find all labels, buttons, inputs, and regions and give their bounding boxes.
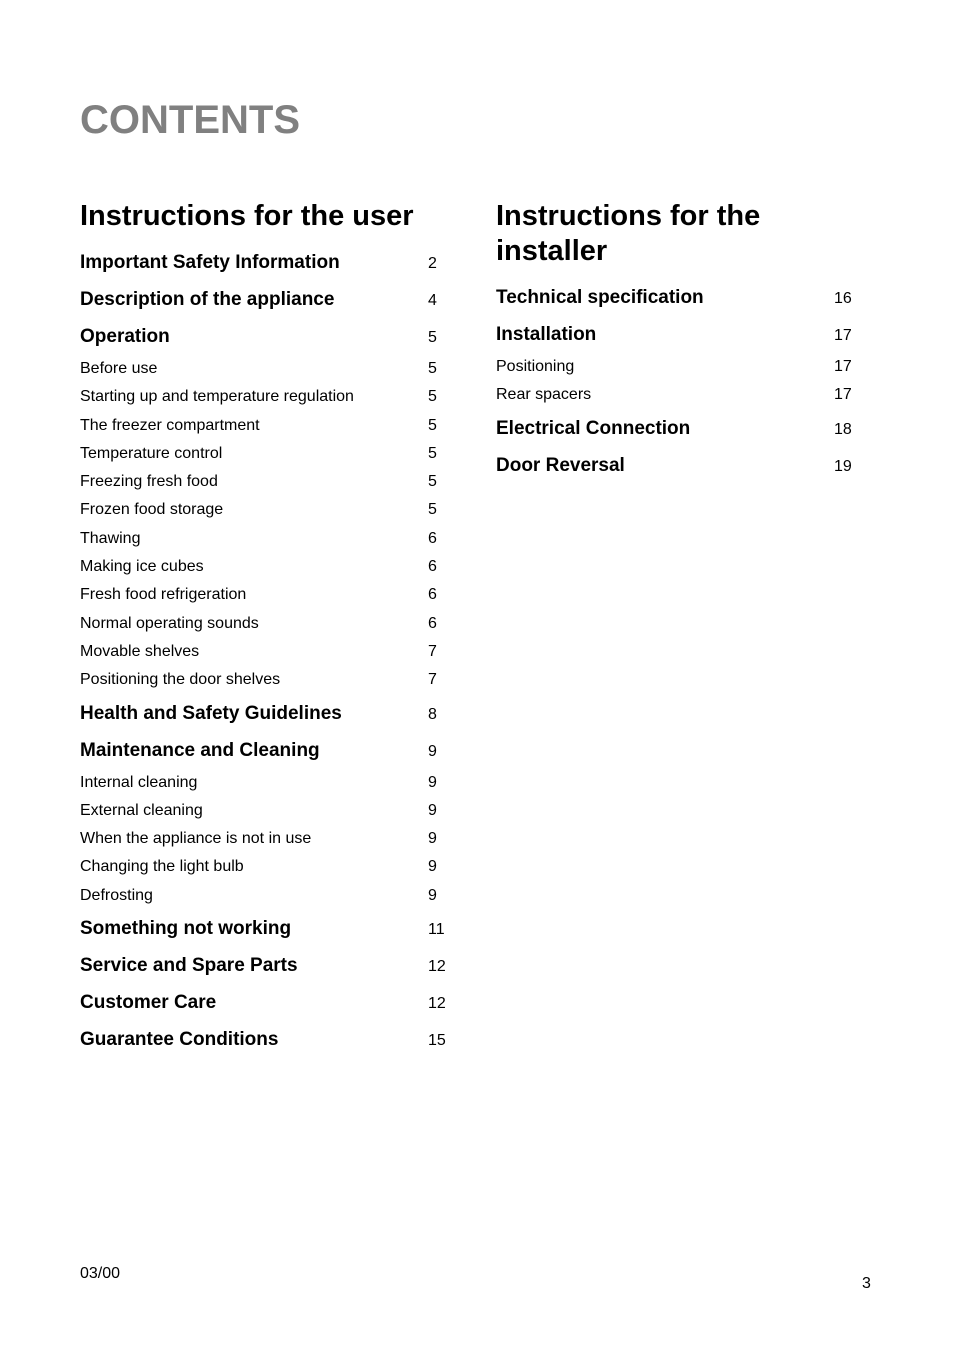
toc-entry	[80, 984, 450, 1021]
toc-entry	[80, 525, 450, 553]
toc-entry-title: External cleaning	[80, 801, 203, 819]
toc-entry-page-number: 9	[428, 773, 437, 791]
user-section-heading: Instructions for the user	[80, 200, 414, 232]
toc-entry-page-number: 2	[428, 255, 437, 272]
toc-entry	[80, 947, 450, 984]
toc-entry-page-number: 5	[428, 388, 437, 406]
toc-entry	[80, 910, 450, 947]
user-toc-list	[80, 244, 450, 1058]
toc-entry	[496, 279, 866, 316]
toc-entry-title: Something not working	[80, 918, 292, 940]
toc-entry-title: Positioning	[496, 358, 575, 375]
toc-entry-title: When the appliance is not in use	[80, 830, 312, 848]
toc-entry-title: Guarantee Conditions	[80, 1029, 279, 1051]
toc-entry-page-number: 15	[428, 1032, 446, 1050]
toc-entry-page-number: 5	[428, 416, 437, 434]
toc-entry-title: Customer Care	[80, 992, 217, 1014]
toc-entry	[80, 797, 450, 825]
toc-entry-page-number: 7	[428, 642, 437, 660]
toc-entry-title: Health and Safety Guidelines	[80, 702, 342, 724]
footer-date: 03/00	[80, 1265, 121, 1282]
toc-entry-title: Electrical Connection	[496, 417, 691, 439]
toc-entry	[496, 353, 866, 381]
toc-entry-page-number: 12	[428, 995, 446, 1013]
toc-entry	[80, 468, 450, 496]
toc-entry	[496, 381, 866, 409]
toc-entry	[80, 355, 450, 383]
toc-entry	[80, 244, 450, 281]
toc-entry	[80, 553, 450, 581]
toc-entry-title: The freezer compartment	[80, 416, 260, 434]
toc-entry-page-number: 5	[428, 360, 437, 377]
toc-entry-page-number: 5	[428, 473, 437, 491]
toc-entry	[80, 496, 450, 524]
installer-section-heading: Instructions for the installer	[496, 200, 761, 267]
toc-entry	[80, 638, 450, 666]
toc-entry	[80, 695, 450, 732]
toc-entry-title: Operation	[80, 326, 170, 347]
toc-entry-page-number: 17	[834, 358, 852, 375]
toc-entry-title: Door Reversal	[496, 454, 625, 476]
toc-entry	[80, 318, 450, 355]
toc-entry-title: Normal operating sounds	[80, 614, 259, 632]
toc-entry-page-number: 5	[428, 444, 437, 462]
toc-entry-title: Defrosting	[80, 886, 153, 904]
toc-entry-page-number: 9	[428, 742, 437, 760]
toc-entry	[496, 410, 866, 447]
toc-entry-page-number: 17	[834, 386, 852, 404]
toc-entry	[80, 853, 450, 881]
toc-entry-page-number: 9	[428, 801, 437, 819]
toc-entry	[80, 1021, 450, 1058]
toc-entry-page-number: 7	[428, 671, 437, 689]
toc-entry-title: Thawing	[80, 529, 141, 547]
toc-entry-page-number: 9	[428, 886, 437, 904]
toc-entry	[80, 666, 450, 694]
toc-entry-page-number: 5	[428, 329, 437, 346]
toc-entry-title: Frozen food storage	[80, 501, 224, 519]
toc-entry-title: Installation	[496, 324, 597, 345]
toc-entry-page-number: 9	[428, 858, 437, 876]
toc-entry-title: Making ice cubes	[80, 558, 204, 576]
toc-entry-title: Temperature control	[80, 444, 223, 462]
toc-entry-title: Starting up and temperature regulation	[80, 388, 354, 406]
toc-entry-page-number: 11	[428, 921, 445, 939]
toc-entry-page-number: 8	[428, 705, 437, 723]
toc-entry-title: Before use	[80, 360, 158, 377]
toc-entry-page-number: 5	[428, 501, 437, 519]
toc-entry	[80, 383, 450, 411]
toc-entry	[80, 769, 450, 797]
toc-entry-title: Important Safety Information	[80, 252, 340, 273]
toc-entry-title: Movable shelves	[80, 642, 200, 660]
toc-entry-title: Maintenance and Cleaning	[80, 739, 320, 761]
page-title: CONTENTS	[80, 98, 300, 142]
toc-entry-page-number: 12	[428, 958, 446, 976]
toc-entry-title: Service and Spare Parts	[80, 955, 298, 977]
user-instructions-column	[80, 196, 450, 1058]
toc-entry-title: Fresh food refrigeration	[80, 586, 247, 604]
toc-entry-page-number: 6	[428, 614, 437, 632]
toc-entry	[496, 316, 866, 353]
toc-entry-title: Rear spacers	[496, 386, 592, 404]
toc-entry-page-number: 6	[428, 529, 437, 547]
toc-entry-title: Positioning the door shelves	[80, 671, 281, 689]
toc-entry	[80, 732, 450, 769]
toc-entry-page-number: 6	[428, 558, 437, 576]
installer-instructions-column	[496, 196, 866, 484]
toc-entry-title: Internal cleaning	[80, 773, 198, 791]
toc-entry	[80, 825, 450, 853]
toc-entry-page-number: 6	[428, 586, 437, 604]
toc-entry	[80, 882, 450, 910]
toc-entry-page-number: 9	[428, 830, 437, 848]
toc-entry-page-number: 17	[834, 327, 852, 344]
toc-entry	[80, 610, 450, 638]
toc-entry-title: Technical specification	[496, 287, 704, 308]
toc-entry-title: Changing the light bulb	[80, 858, 244, 876]
toc-entry	[496, 447, 866, 484]
toc-entry-title: Freezing fresh food	[80, 473, 218, 491]
toc-entry	[80, 281, 450, 318]
toc-entry	[80, 440, 450, 468]
toc-entry-page-number: 4	[428, 292, 437, 309]
toc-entry	[80, 412, 450, 440]
installer-toc-list	[496, 279, 866, 484]
toc-entry-page-number: 19	[834, 457, 852, 475]
toc-entry-title: Description of the appliance	[80, 289, 335, 310]
toc-entry-page-number: 16	[834, 290, 852, 307]
footer-page-number: 3	[862, 1275, 871, 1292]
toc-entry	[80, 581, 450, 609]
toc-entry-page-number: 18	[834, 420, 852, 438]
